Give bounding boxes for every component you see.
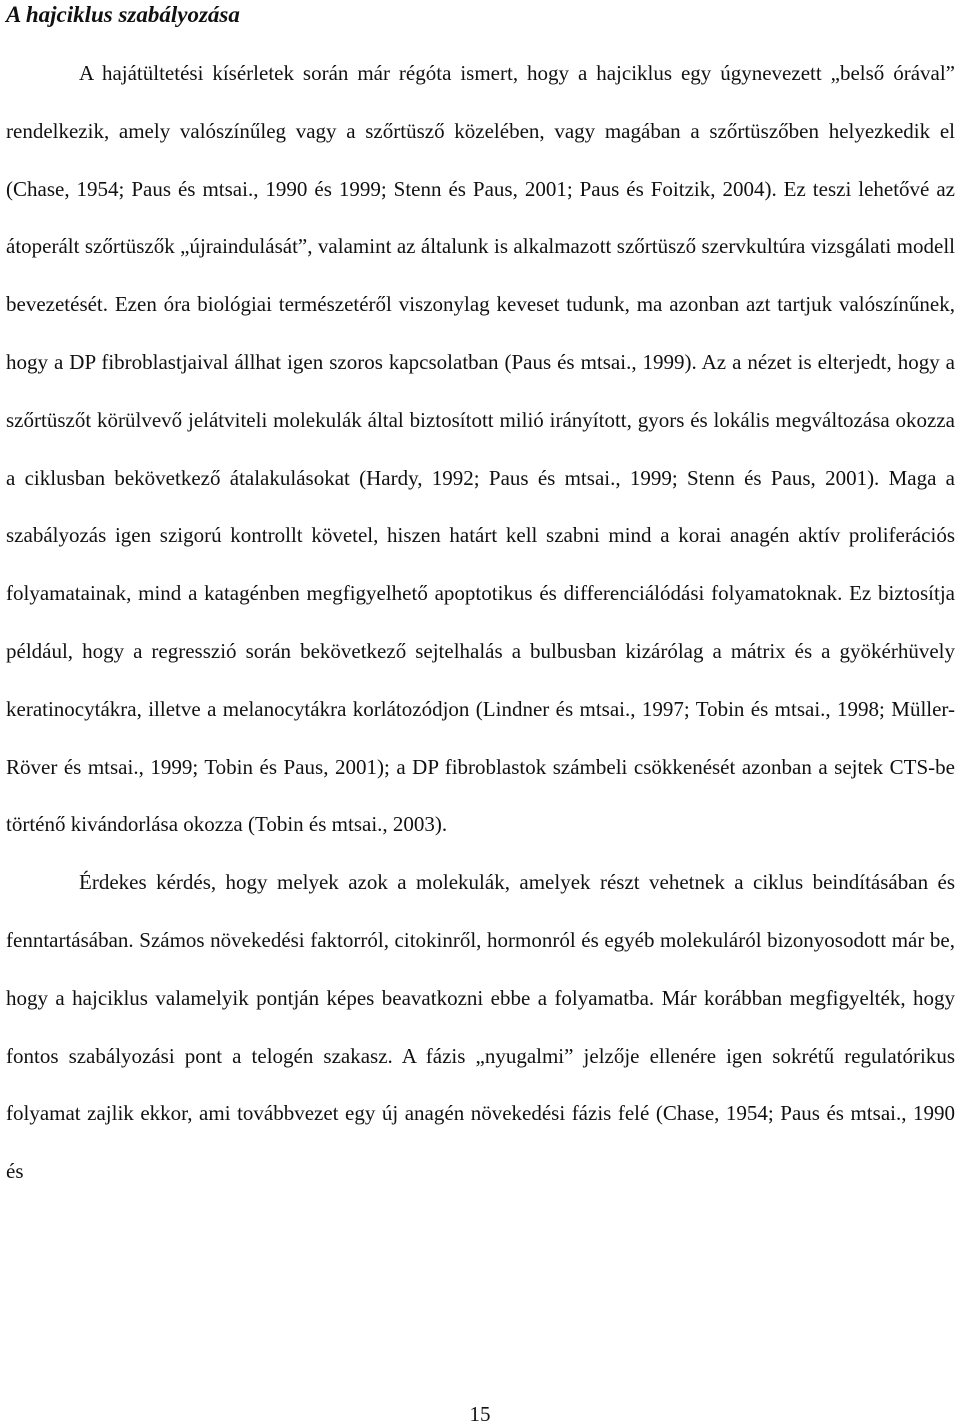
page-number: 15 <box>469 1402 491 1426</box>
body-text <box>6 45 955 1201</box>
paragraph-2: Érdekes kérdés, hogy melyek azok a molekulák, amelyek részt vehetnek a ciklus beindításában és fenntartásában. Számos növekedési faktorról, citokinről, hormonról és egyéb molekuláról bizonyosodott már be, hogy a hajciklus valamelyik pontján képes beavatkozni ebbe a folyamatba. Már korábban megfigyelték, hogy fontos szabályozási pont a telogén szakasz. A fázis „nyugalmi” jelzője ellenére igen sokrétű regulatórikus folyamat zajlik ekkor, ami továbbvezet egy új anagén növekedési fázis felé (Chase, 1954; Paus és mtsai., 1990 és <box>6 870 955 1184</box>
paragraph-1: A hajátültetési kísérletek során már régóta ismert, hogy a hajciklus egy úgynevezett „belső órával” rendelkezik, amely valószínűleg vagy a szőrtüsző közelében, vagy magában a szőrtüszőben helyezkedik el (Chase, 1954; Paus és mtsai., 1990 és 1999; Stenn és Paus, 2001; Paus és Foitzik, 2004). Ez teszi lehetővé az átoperált szőrtüszők „újraindulását”, valamint az általunk is alkalmazott szőrtüsző szervkultúra vizsgálati modell bevezetését. Ezen óra biológiai természetéről viszonylag keveset tudunk, ma azonban azt tartjuk valószínűnek, hogy a DP fibroblastjaival állhat igen szoros kapcsolatban (Paus és mtsai., 1999). Az a nézet is elterjedt, hogy a szőrtüszőt körülvevő jelátviteli molekulák által biztosított milió irányított, gyors és lokális megváltozása okozza a ciklusban bekövetkező átalakulásokat (Hardy, 1992; Paus és mtsai., 1999; Stenn és Paus, 2001). Maga a szabályozás igen szigorú kontrollt követel, hiszen határt kell szabni mind a korai anagén aktív proliferációs folyamatainak, mind a katagénben megfigyelhető apoptotikus és differenciálódási folyamatoknak. Ez biztosítja például, hogy a regresszió során bekövetkező sejtelhalás a bulbusban kizárólag a mátrix és a gyökérhüvely keratinocytákra, illetve a melanocytákra korlátozódjon (Lindner és mtsai., 1997; Tobin és mtsai., 1998; Müller-Röver és mtsai., 1999; Tobin és Paus, 2001); a DP fibroblastok számbeli csökkenését azonban a sejtek CTS-be történő kivándorlása okozza (Tobin és mtsai., 2003). <box>6 61 955 837</box>
section-heading: A hajciklus szabályozása <box>6 2 240 27</box>
